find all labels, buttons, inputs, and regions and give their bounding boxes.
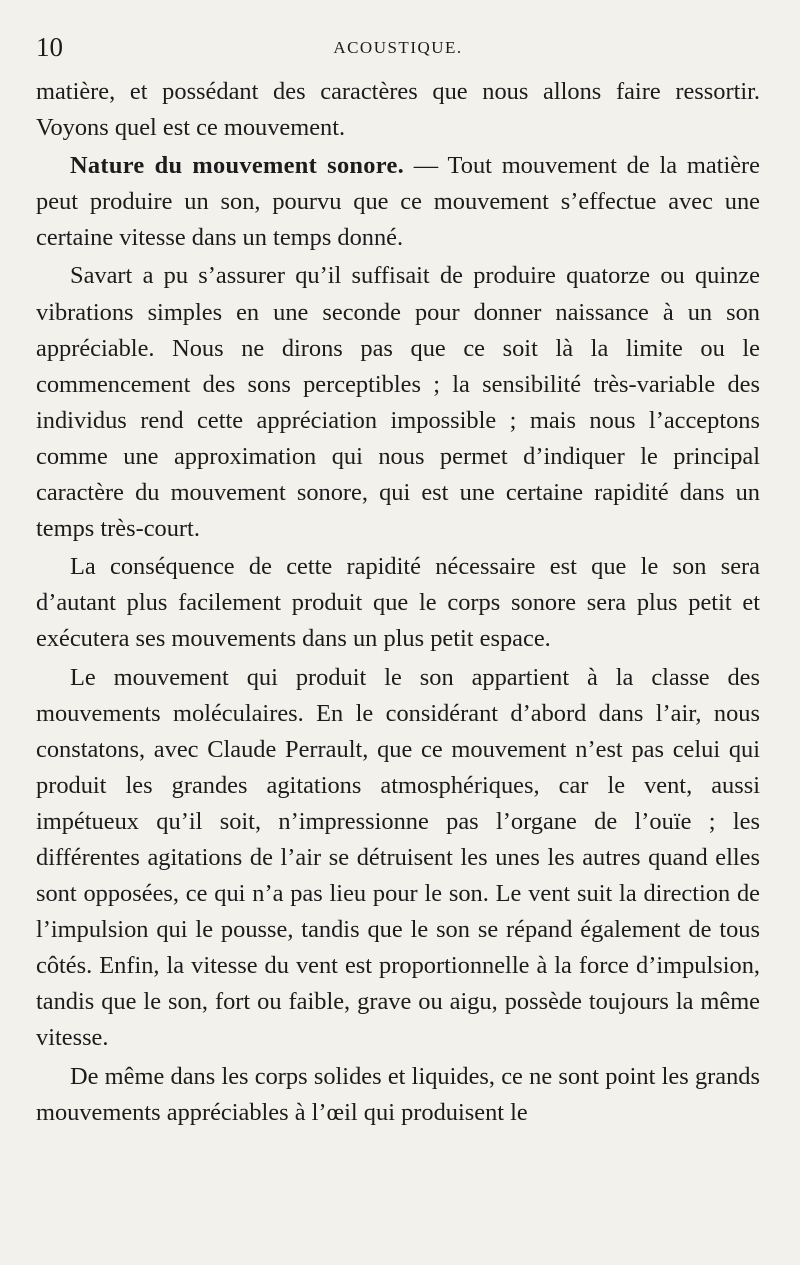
paragraph-nature-du-mouvement (36, 148, 760, 256)
section-heading: Nature du mouvement sonore. (70, 152, 405, 180)
paragraph-text: Savart a pu s’assurer qu’il suffisait de produire quatorze ou quinze vibrations simples en une seconde pour donner naissance à un son appréciable. Nous ne dirons pas que ce soit là la limite ou le commencement des sons perceptibles ; la sensibilité très-variable des individus rend cette appréciation impossible ; mais nous l’acceptons comme une approximation qui nous permet d’indiquer le principal caractère du mouvement sonore, qui est une certaine rapidité dans un temps très-court. (36, 262, 760, 543)
paragraph-text: matière, et possédant des caractères que nous allons faire ressortir. Voyons quel est ce mouvement. (36, 78, 760, 142)
paragraph-mouvement-moleculaire (36, 660, 760, 1057)
page-number: 10 (36, 32, 63, 62)
paragraph-text: Le mouvement qui produit le son appartient à la classe des mouvements moléculaires. En le considérant d’abord dans l’air, nous constatons, avec Claude Perrault, que ce mouvement n’est pas celui qui produit les grandes agitations atmosphériques, car le vent, aussi impétueux qu’il soit, n’impressionne pas l’organe de l’ouïe ; les différentes agitations de l’air se détruisent les unes les autres quand elles sont opposées, ce qui n’a pas lieu pour le son. Le vent suit la direction de l’impulsion qui le pousse, tandis que le son se répand également de tous côtés. Enfin, la vitesse du vent est proportionnelle à la force d’impulsion, tandis que le son, fort ou faible, grave ou aigu, possède toujours la même vitesse. (36, 663, 760, 1052)
running-title: ACOUSTIQUE. (333, 38, 463, 57)
paragraph-text: De même dans les corps solides et liquides, ce ne sont point les grands mouvements appréciables à l’œil qui produisent le (36, 1062, 760, 1126)
paragraph-corps-solides (36, 1059, 760, 1131)
paragraph-savart (36, 258, 760, 547)
paragraph-continuation (36, 74, 760, 146)
body-text (36, 74, 760, 1131)
paragraph-text: — Tout mouvement de la matière peut produire un son, pourvu que ce mouvement s’effectue avec une certaine vitesse dans un temps donné. (36, 152, 760, 252)
paragraph-text: La conséquence de cette rapidité nécessaire est que le son sera d’autant plus facilement produit que le corps sonore sera plus petit et exécutera ses mouvements dans un plus petit espace. (36, 553, 760, 653)
page-header (36, 24, 760, 74)
paragraph-consequence (36, 549, 760, 657)
